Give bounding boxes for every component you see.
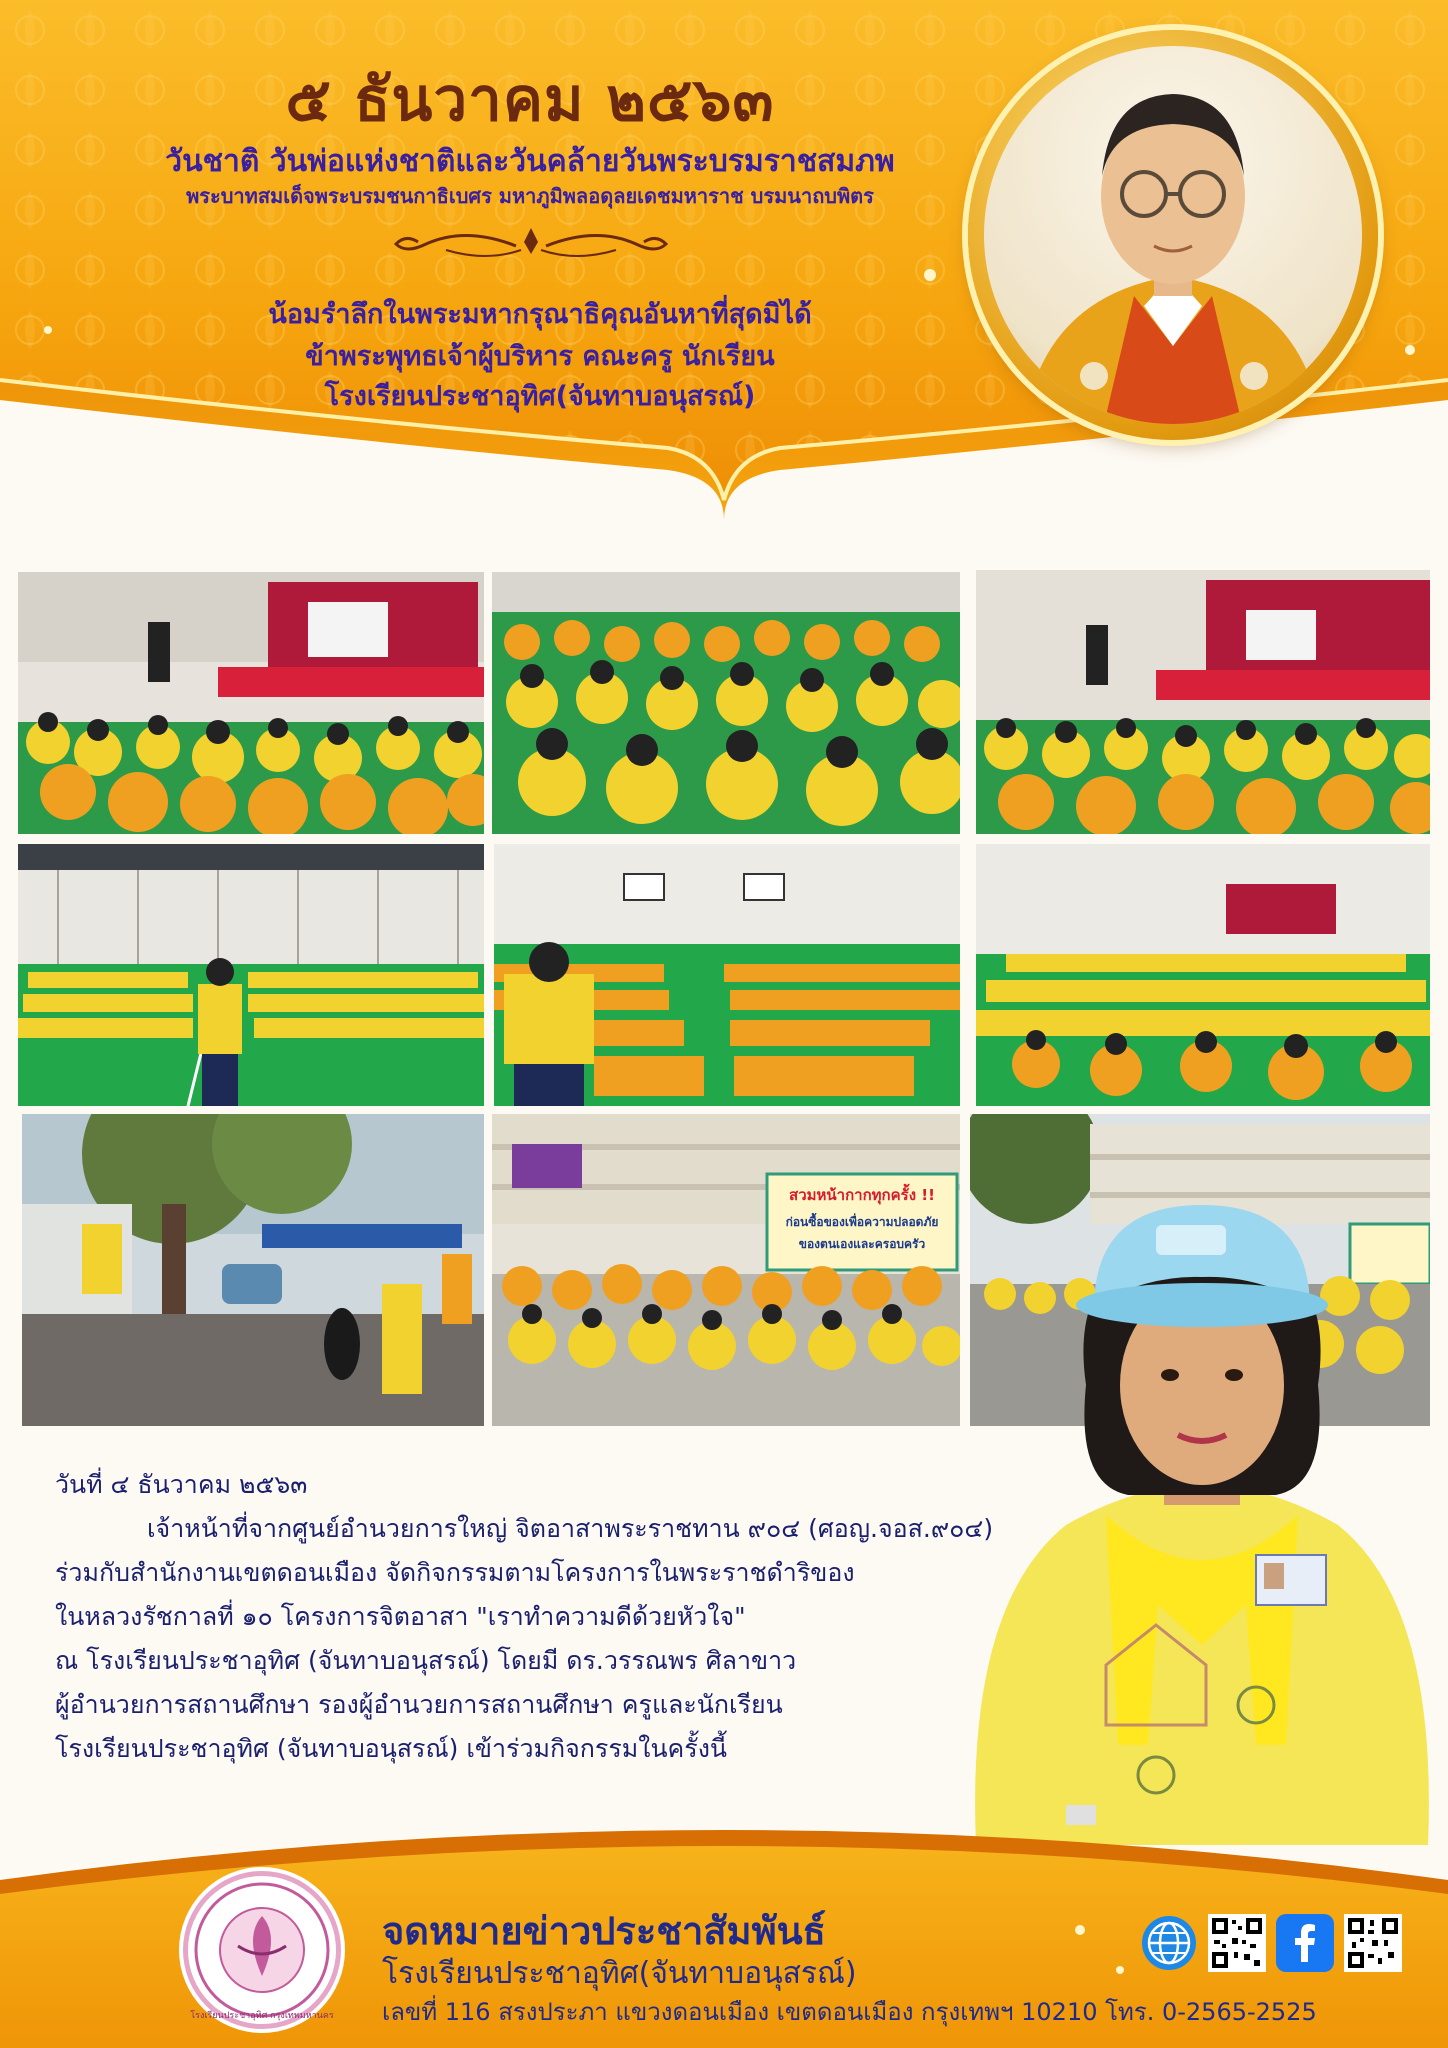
photo-gym-rows-wide-3	[976, 844, 1430, 1106]
banner-line-2: ก่อนซื้อของเพื่อความปลอดภัย	[785, 1215, 939, 1229]
king-portrait-frame	[968, 30, 1378, 440]
photo-gym-assembly-stage-2	[976, 570, 1430, 834]
news-paragraph-line: ร่วมกับสำนักงานเขตดอนเมือง จัดกิจกรรมตามโครงการในพระราชดำริของ	[55, 1558, 855, 1587]
photo-gym-rows-wide-1	[18, 844, 484, 1106]
news-paragraph-line: เจ้าหน้าที่จากศูนย์อำนวยการใหญ่ จิตอาสาพระราชทาน ๙๐๔ (ศอญ.จอส.๙๐๔)	[147, 1514, 994, 1543]
header-banner	[0, 0, 1448, 540]
news-paragraph-line: ผู้อำนวยการสถานศึกษา รองผู้อำนวยการสถานศึกษา ครูและนักเรียน	[55, 1690, 783, 1719]
footer-school-name: โรงเรียนประชาอุทิศ(จันทาบอนุสรณ์)	[382, 1956, 857, 1991]
news-paragraph-line: ในหลวงรัชกาลที่ ๑๐ โครงการจิตอาสา "เราทำความดีด้วยหัวใจ"	[55, 1602, 746, 1631]
newsletter-title: จดหมายข่าวประชาสัมพันธ์	[382, 1909, 826, 1953]
headline-date: ๕ ธันวาคม ๒๕๖๓	[285, 65, 775, 135]
school-logo	[188, 1876, 336, 2024]
photo-group-with-mask-banner	[492, 1114, 960, 1426]
banner-line-1: สวมหน้ากากทุกครั้ง !!	[789, 1186, 935, 1204]
photo-students-seated-close	[492, 572, 960, 834]
footer-address: เลขที่ 116 สรงประภา แขวงดอนเมือง เขตดอนเมือง กรุงเทพฯ 10210 โทร. 0-2565-2525	[382, 1998, 1317, 2026]
photo-gym-rows-wide-2	[494, 844, 960, 1106]
news-paragraph-line: โรงเรียนประชาอุทิศ (จันทาบอนุสรณ์) เข้าร่วมกิจกรรมในครั้งนี้	[55, 1734, 727, 1763]
occasion-title: วันชาติ วันพ่อแห่งชาติและวันคล้ายวันพระบรมราชสมภพ	[165, 144, 895, 179]
news-date: วันที่ ๔ ธันวาคม ๒๕๖๓	[55, 1470, 308, 1499]
qr-code-icon[interactable]	[1208, 1914, 1266, 1972]
logo-text: โรงเรียนประชาอุทิศ กรุงเทพมหานคร	[190, 2011, 334, 2021]
photo-gym-assembly-stage-1	[18, 572, 484, 834]
ornament-divider	[386, 224, 676, 268]
tribute-line-1: น้อมรำลึกในพระมหากรุณาธิคุณอันหาที่สุดมิได้	[268, 299, 812, 330]
king-name: พระบาทสมเด็จพระบรมชนกาธิเบศร มหาภูมิพลอดุลยเดชมหาราช บรมนาถบพิตร	[186, 184, 874, 208]
banner-line-3: ของตนเองและครอบครัว	[798, 1237, 926, 1251]
king-portrait	[984, 46, 1362, 424]
tribute-line-2: ข้าพระพุทธเจ้าผู้บริหาร คณะครู นักเรียน	[305, 341, 775, 372]
photo-cleanup-activity	[22, 1114, 484, 1426]
news-body	[55, 1466, 1055, 1774]
news-paragraph-line: ณ โรงเรียนประชาอุทิศ (จันทาบอนุสรณ์) โดยมี ดร.วรรณพร ศิลาขาว	[55, 1646, 797, 1675]
qr-code-icon[interactable]	[1344, 1914, 1402, 1972]
facebook-icon[interactable]	[1276, 1914, 1334, 1972]
tribute-line-3: โรงเรียนประชาอุทิศ(จันทาบอนุสรณ์)	[324, 381, 756, 412]
globe-icon[interactable]	[1140, 1914, 1198, 1972]
